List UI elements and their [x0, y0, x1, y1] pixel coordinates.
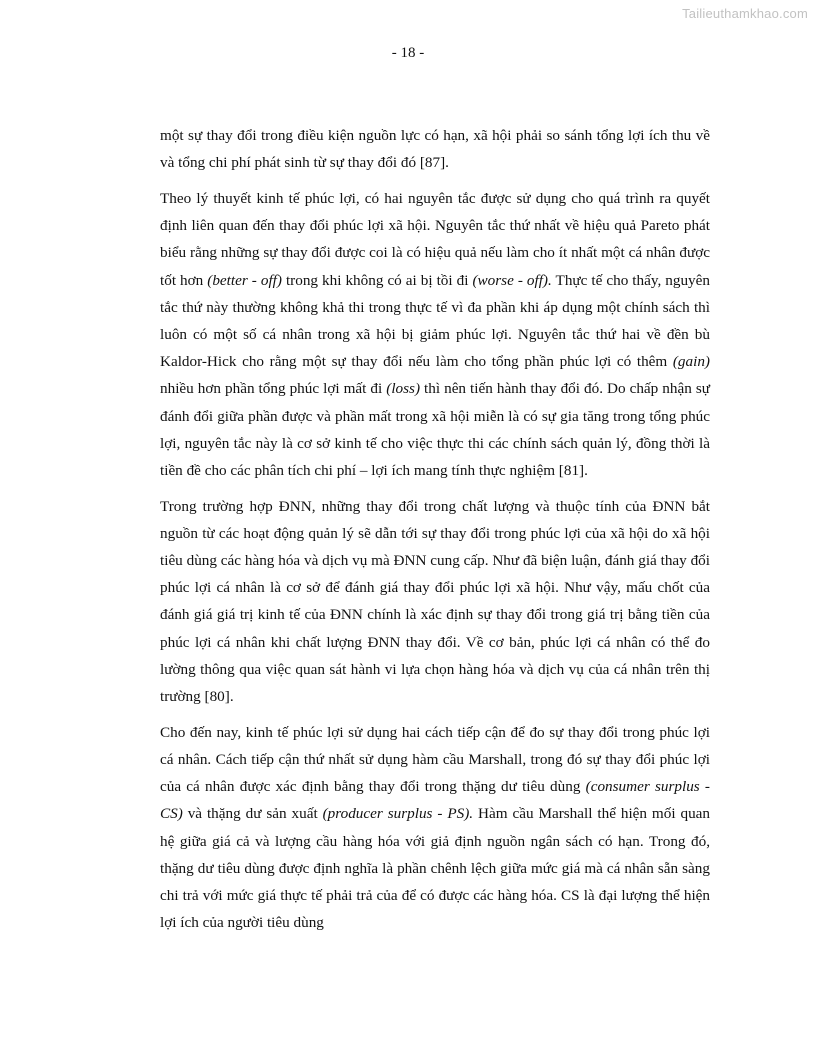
text-run: Trong trường hợp ĐNN, những thay đổi trong chất lượng và thuộc tính của ĐNN bắt nguồn từ các hoạt động quản lý sẽ dẫn tới sự thay đổi trong phúc lợi của xã hội do xã hội tiêu dùng các hàng hóa và dịch vụ mà ĐNN cung cấp. Như đã biện luận, đánh giá thay đổi phúc lợi cá nhân là cơ sở để đánh giá thay đổi phúc lợi xã hội. Như vậy, mấu chốt của đánh giá giá trị kinh tế của ĐNN chính là xác định sự thay đổi trong giá trị bằng tiền của phúc lợi cá nhân khi chất lượng ĐNN thay đổi. Về cơ bản, phúc lợi cá nhân có thể đo lường thông qua việc quan sát hành vi lựa chọn hàng hóa và dịch vụ của cá nhân trên thị trường [80]. — [160, 497, 710, 706]
page-number: - 18 - — [391, 45, 425, 61]
italic-term: (better - off) — [207, 271, 282, 289]
text-run: Thực tế cho thấy, nguyên tắc thứ này thường không khả thi trong thực tế vì đa phần khi áp dụng một chính sách thì luôn có một số cá nhân trong xã hội bị giảm phúc lợi. Nguyên tắc thứ hai về đền bù Kaldor-Hick cho rằng một sự thay đổi nếu làm cho tổng phần phúc lợi có thêm — [160, 271, 710, 371]
paragraph — [160, 122, 710, 176]
text-run: nhiều hơn phần tổng phúc lợi mất đi — [160, 380, 387, 398]
text-run: và thặng dư sản xuất — [182, 805, 323, 823]
body-text — [160, 122, 710, 945]
italic-term: (loss) — [386, 380, 421, 398]
text-run: trong khi không có ai bị tồi đi — [281, 271, 473, 289]
italic-term: (consumer surplus - CS) — [160, 778, 710, 823]
text-run: Theo lý thuyết kinh tế phúc lợi, có hai nguyên tắc được sử dụng cho quá trình ra quyết định liên quan đến thay đổi phúc lợi xã hội. Nguyên tắc thứ nhất về hiệu quả Pareto phát biểu rằng những sự thay đổi được coi là có hiệu quả nếu làm cho ít nhất một cá nhân được tốt hơn — [160, 189, 710, 289]
text-run: một sự thay đổi trong điều kiện nguồn lực có hạn, xã hội phải so sánh tổng lợi ích thu về và tổng chi phí phát sinh từ sự thay đổi đó [87]. — [160, 127, 710, 172]
watermark-text: Tailieuthamkhao.com — [682, 6, 808, 21]
paragraph — [160, 493, 710, 711]
text-run: Cho đến nay, kinh tế phúc lợi sử dụng hai cách tiếp cận để đo sự thay đổi trong phúc lợi cá nhân. Cách tiếp cận thứ nhất sử dụng hàm cầu Marshall, trong đó sự thay đổi phúc lợi của cá nhân được xác định bằng thay đổi trong thặng dư tiêu dùng — [160, 723, 710, 796]
italic-term: (worse - off). — [472, 271, 552, 289]
italic-term: (gain) — [672, 353, 710, 371]
text-run: Hàm cầu Marshall thể hiện mối quan hệ giữa giá cả và lượng cầu hàng hóa với giả định nguồn ngân sách có hạn. Trong đó, thặng dư tiêu dùng được định nghĩa là phần chênh lệch giữa mức giá mà cá nhân sẵn sàng chi trả với mức giá thực tế phải trả của để có được các hàng hóa. CS là đại lượng thể hiện lợi ích của người tiêu dùng — [160, 805, 711, 932]
paragraph — [160, 719, 710, 937]
italic-term: (producer surplus - PS). — [322, 805, 474, 823]
paragraph — [160, 185, 710, 484]
text-run: thì nên tiến hành thay đổi đó. Do chấp nhận sự đánh đổi giữa phần được và phần mất trong xã hội miễn là có sự gia tăng trong tổng phúc lợi, nguyên tắc này là cơ sở kinh tế cho việc thực thi các chính sách quản lý, đồng thời là tiền đề cho các phân tích chi phí – lợi ích mang tính thực nghiệm [81]. — [160, 380, 710, 479]
